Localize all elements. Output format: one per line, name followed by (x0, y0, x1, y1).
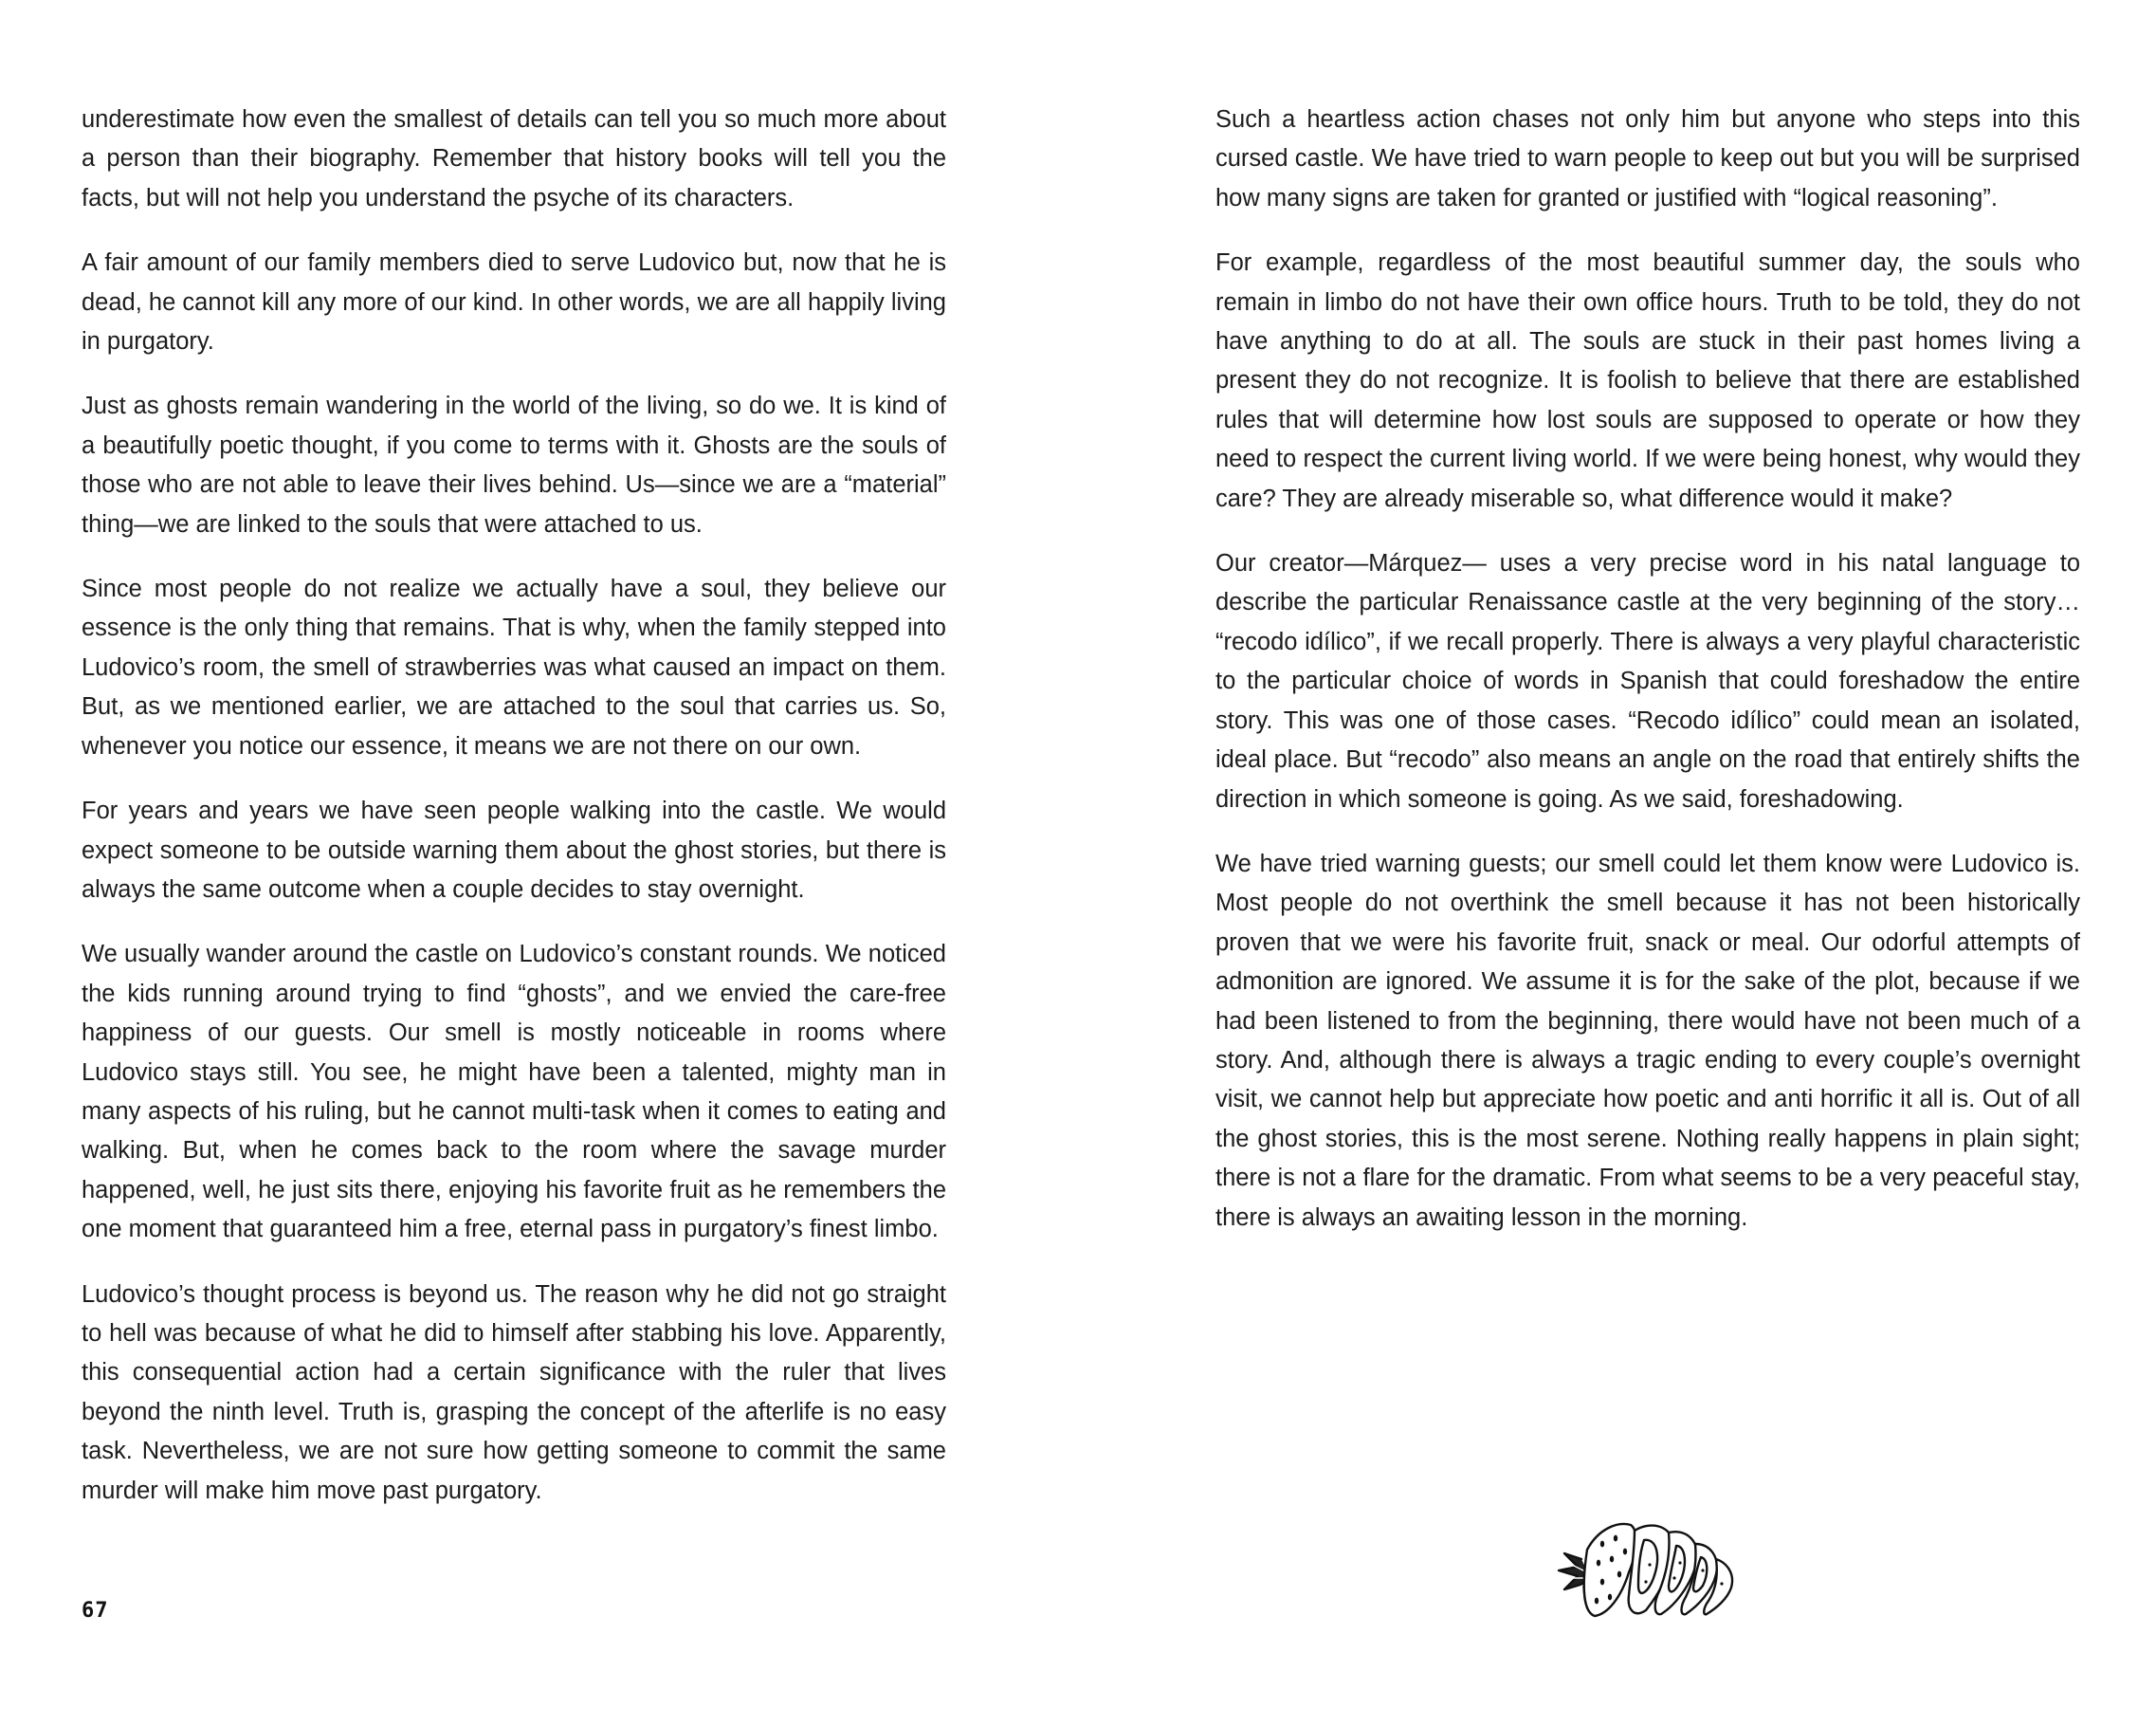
left-paragraph-4: Since most people do not realize we actually have a soul, they believe our essence is the only thing that remains. That is why, when the family stepped into Ludovico’s room, the smell of strawberries was what caused an impact on them. But, as we mentioned earlier, we are attached to the soul that carries us. So, whenever you notice our essence, it means we are not there on our own. (82, 576, 946, 760)
left-paragraph-7: Ludovico’s thought process is beyond us. The reason why he did not go straight to hell was because of what he did to himself after stabbing his love. Apparently, this consequential action had a certain significance with the ruler that lives beyond the ninth level. Truth is, grasping the concept of the afterlife is no easy task. Nevertheless, we are not sure how getting someone to commit the same murder will make him move past purgatory. (82, 1280, 946, 1504)
right-paragraph-1: Such a heartless action chases not only him but anyone who steps into this cursed castle. We have tried to warn people to keep out but you will be surprised how many signs are taken for granted or justified with “logical reasoning”. (1215, 106, 2080, 211)
left-paragraph-2: A fair amount of our family members died to serve Ludovico but, now that he is dead, he cannot kill any more of our kind. In other words, we are all happily living in purgatory. (82, 249, 946, 356)
left-paragraph-5: For years and years we have seen people walking into the castle. We would expect someone to be outside warning them about the ghost stories, but there is always the same outcome when a couple decides to stay overnight. (82, 798, 946, 903)
right-paragraph-2: For example, regardless of the most beautiful summer day, the souls who remain in limbo do not have their own office hours. Truth to be told, they do not have anything to do at all. The souls are stuck in their past homes living a present they do not recognize. It is foolish to believe that there are established rules that will determine how lost souls are supposed to operate or how they need to respect the current living world. If we were being honest, why would they care? They are already miserable so, what difference would it make? (1215, 249, 2080, 512)
left-paragraph-1: underestimate how even the smallest of details can tell you so much more about a person than their biography. Remember that history books will tell you the facts, but will not help you understand the psyche of its characters. (82, 106, 946, 211)
right-paragraph-3: Our creator—Márquez— uses a very precise word in his natal language to describe the particular Renaissance castle at the very beginning of the story… “recodo idílico”, if we recall properly. There is always a very playful characteristic to the particular choice of words in Spanish that could foreshadow the entire story. This was one of those cases. “Recodo idílico” could mean an isolated, ideal place. But “recodo” also means an angle on the road that entirely shifts the direction in which someone is going. As we said, foreshadowing. (1215, 550, 2080, 813)
right-page-text (1215, 101, 2080, 1263)
right-paragraph-4: We have tried warning guests; our smell could let them know were Ludovico is. Most people do not overthink the smell because it has not been historically proven that we were his favorite fruit, snack or meal. Our odorful attempts of admonition are ignored. We assume it is for the sake of the plot, because if we had been listened to from the beginning, there would have not been much of a story. And, although there is always a tragic ending to every couple’s overnight visit, we cannot help but appreciate how poetic and anti horrific it all is. Out of all the ghost stories, this is the most serene. Nothing really happens in plain sight; there is not a flare for the dramatic. From what seems to be a very peaceful stay, there is always an awaiting lesson in the morning. (1215, 850, 2080, 1231)
left-paragraph-3: Just as ghosts remain wandering in the world of the living, so do we. It is kind of a beautifully poetic thought, if you come to terms with it. Ghosts are the souls of those who are not able to leave their lives behind. Us—since we are a “material” thing—we are linked to the souls that were attached to us. (82, 393, 946, 538)
page-number: 67 (82, 1599, 109, 1623)
left-page-text (82, 101, 946, 1536)
sliced-strawberry-icon (1555, 1512, 1745, 1625)
left-paragraph-6: We usually wander around the castle on Ludovico’s constant rounds. We noticed the kids running around trying to find “ghosts”, and we envied the care-free happiness of our guests. Our smell is mostly noticeable in rooms where Ludovico stays still. You see, he might have been a talented, mighty man in many aspects of his ruling, but he cannot multi-task when it comes to eating and walking. But, when he comes back to the room where the savage murder happened, well, he just sits there, enjoying his favorite fruit as he remembers the one moment that guaranteed him a free, eternal pass in purgatory’s finest limbo. (82, 941, 946, 1243)
